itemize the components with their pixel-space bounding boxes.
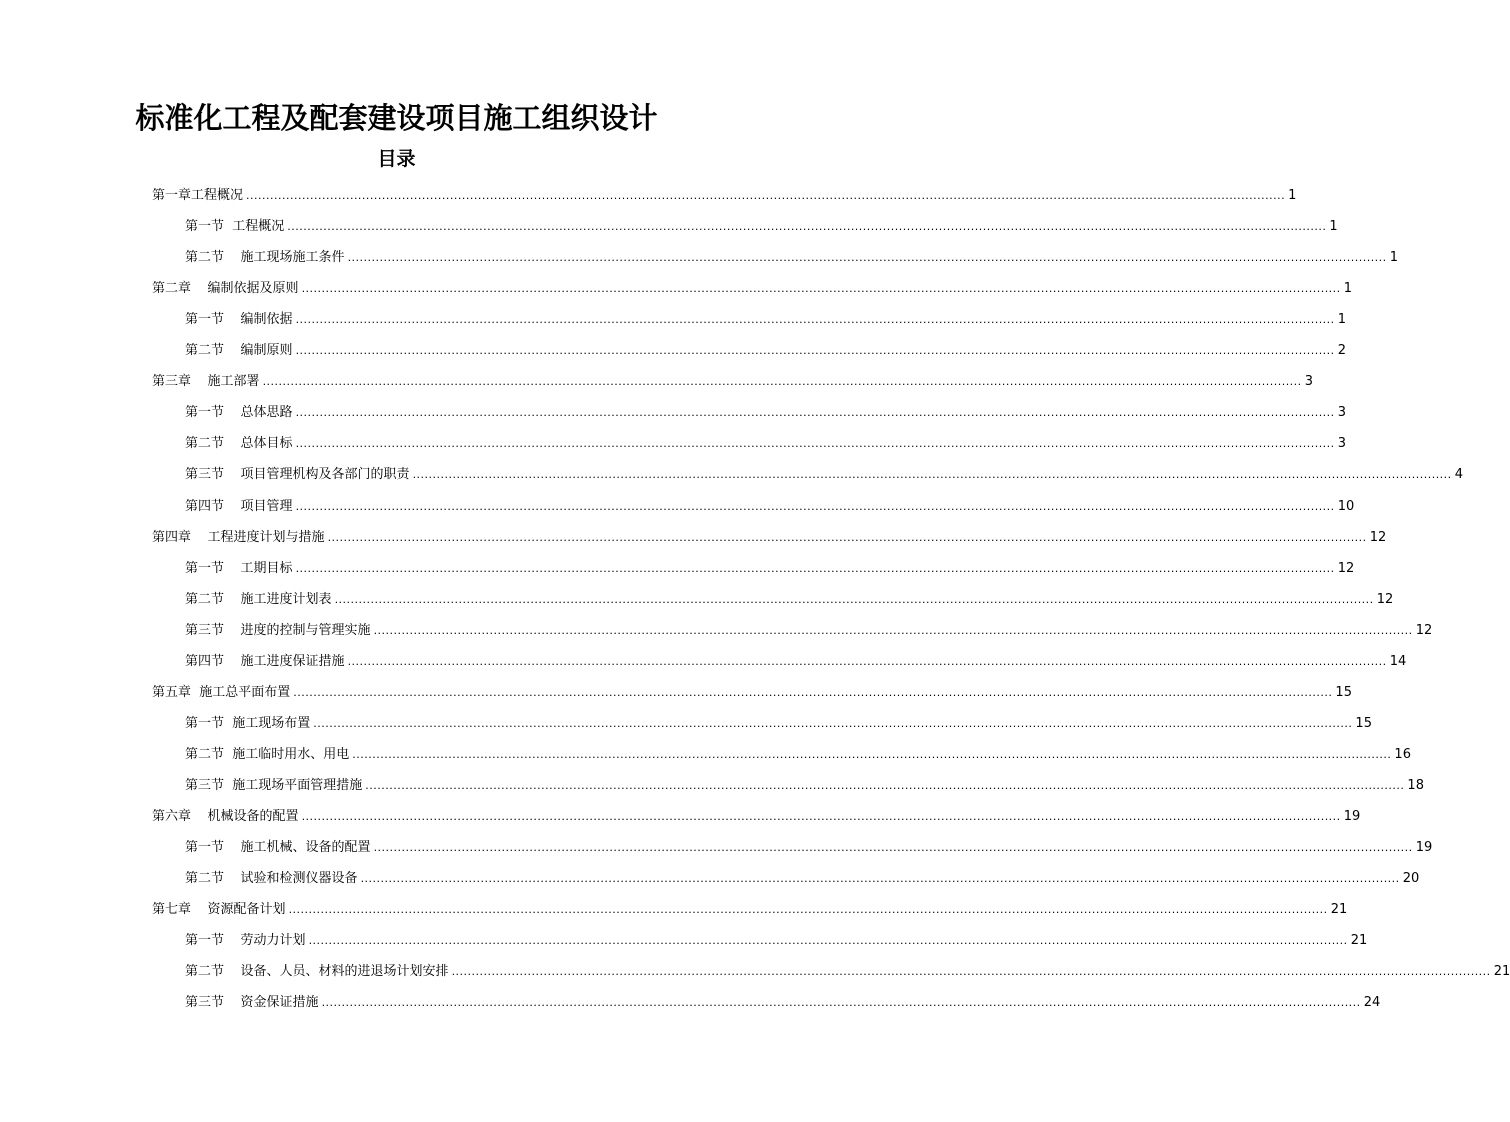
toc-entry-number: 第一节 <box>185 560 225 576</box>
toc-section-entry[interactable] <box>185 211 1338 242</box>
toc-entry-spacer <box>224 646 241 677</box>
toc-page-number: 1 <box>1337 312 1346 328</box>
document-title: 标准化工程及配套建设项目施工组织设计 <box>135 101 658 135</box>
toc-dot-leader: .................................................................................................................................................................................................................................................................... <box>313 716 1353 730</box>
toc-section-entry[interactable] <box>185 863 1420 894</box>
toc-page-number: 21 <box>1330 902 1348 918</box>
toc-entry-spacer <box>224 832 241 863</box>
toc-page-number: 12 <box>1337 560 1355 576</box>
toc-page-number: 1 <box>1329 219 1338 235</box>
toc-dot-leader: .................................................................................................................................................................................................................................................................... <box>347 251 1387 265</box>
toc-entry-number: 第三节 <box>185 467 225 483</box>
toc-page-number: 4 <box>1454 467 1463 483</box>
toc-chapter-entry[interactable] <box>152 894 1348 925</box>
toc-chapter-entry[interactable] <box>152 677 1352 708</box>
toc-dot-leader: .................................................................................................................................................................................................................................................................... <box>347 654 1387 668</box>
toc-entry-number: 第二节 <box>185 746 225 762</box>
toc-dot-leader: .................................................................................................................................................................................................................................................................... <box>262 375 1302 389</box>
toc-entry-spacer <box>224 459 241 490</box>
toc-section-entry[interactable] <box>185 739 1411 770</box>
toc-page-number: 3 <box>1337 436 1346 452</box>
toc-dot-leader: .................................................................................................................................................................................................................................................................... <box>288 903 1328 917</box>
toc-entry-spacer <box>224 956 241 987</box>
toc-page-number: 19 <box>1415 840 1433 856</box>
toc-entry-spacer <box>191 677 199 708</box>
toc-entry-title: 编制依据 <box>240 312 293 328</box>
toc-entry-number: 第四节 <box>185 653 225 669</box>
toc-page-number: 18 <box>1407 777 1424 793</box>
toc-entry-spacer <box>191 366 208 397</box>
toc-entry-number: 第三节 <box>185 777 225 793</box>
toc-entry-number: 第二节 <box>185 591 225 607</box>
toc-section-entry[interactable] <box>185 491 1355 522</box>
toc-section-entry[interactable] <box>185 428 1346 459</box>
toc-dot-leader: .................................................................................................................................................................................................................................................................... <box>295 313 1335 327</box>
toc-entry-number: 第二节 <box>185 871 225 887</box>
toc-chapter-entry[interactable] <box>152 366 1313 397</box>
toc-entry-spacer <box>224 770 232 801</box>
toc-entry-title: 总体目标 <box>240 436 293 452</box>
toc-dot-leader: .................................................................................................................................................................................................................................................................... <box>373 841 1413 855</box>
toc-entry-title: 工期目标 <box>240 560 293 576</box>
toc-entry-spacer <box>224 304 241 335</box>
toc-entry-spacer <box>224 397 241 428</box>
toc-entry-spacer <box>224 925 241 956</box>
toc-page-number: 2 <box>1337 343 1346 359</box>
toc-entry-title: 施工机械、设备的配置 <box>240 840 371 856</box>
toc-section-entry[interactable] <box>185 242 1398 273</box>
toc-entry-number: 第二章 <box>152 281 192 297</box>
toc-dot-leader: .................................................................................................................................................................................................................................................................... <box>451 965 1491 979</box>
toc-page-number: 21 <box>1493 964 1510 980</box>
toc-entry-number: 第三章 <box>152 374 192 390</box>
toc-entry-title: 施工部署 <box>207 374 260 390</box>
toc-page-number: 15 <box>1355 715 1372 731</box>
toc-page-number: 19 <box>1343 809 1361 824</box>
toc-entry-spacer <box>191 522 208 553</box>
toc-entry-number: 第三节 <box>185 995 225 1011</box>
toc-page-number: 12 <box>1376 591 1394 607</box>
toc-dot-leader: .................................................................................................................................................................................................................................................................... <box>295 406 1335 420</box>
toc-entry-number: 第一章 <box>152 188 192 203</box>
toc-section-entry[interactable] <box>185 708 1372 739</box>
toc-entry-number: 第二节 <box>185 250 225 266</box>
toc-entry-number: 第三节 <box>185 622 225 638</box>
toc-section-entry[interactable] <box>185 956 1510 987</box>
toc-entry-title: 资源配备计划 <box>207 902 286 918</box>
toc-entry-title: 工程进度计划与措施 <box>207 529 325 545</box>
toc-entry-spacer <box>224 987 241 1018</box>
toc-dot-leader: .................................................................................................................................................................................................................................................................... <box>327 530 1367 544</box>
toc-entry-number: 第二节 <box>185 343 225 359</box>
toc-entry-spacer <box>224 708 232 739</box>
toc-entry-title: 施工总平面布置 <box>199 684 291 700</box>
toc-dot-leader: .................................................................................................................................................................................................................................................................... <box>246 189 1286 202</box>
toc-entry-spacer <box>224 615 241 646</box>
toc-entry-number: 第一节 <box>185 405 225 421</box>
toc-section-entry[interactable] <box>185 304 1346 335</box>
toc-entry-spacer <box>224 428 241 459</box>
toc-dot-leader: .................................................................................................................................................................................................................................................................... <box>321 996 1361 1010</box>
toc-dot-leader: .................................................................................................................................................................................................................................................................... <box>293 685 1333 699</box>
toc-entry-title: 施工临时用水、用电 <box>232 746 350 762</box>
toc-page-number: 3 <box>1304 374 1313 390</box>
toc-dot-leader: .................................................................................................................................................................................................................................................................... <box>412 468 1452 482</box>
toc-chapter-entry[interactable] <box>152 273 1352 304</box>
toc-dot-leader: .................................................................................................................................................................................................................................................................... <box>295 561 1335 575</box>
toc-entry-spacer <box>224 553 241 584</box>
toc-page-number: 24 <box>1363 995 1381 1011</box>
toc-entry-spacer <box>224 335 241 366</box>
toc-section-entry[interactable] <box>185 646 1407 677</box>
toc-page-number: 12 <box>1369 529 1387 545</box>
toc-entry-number: 第一节 <box>185 715 225 731</box>
toc-section-entry[interactable] <box>185 987 1381 1018</box>
toc-entry-number: 第二节 <box>185 964 225 980</box>
toc-entry-spacer <box>191 894 208 925</box>
toc-dot-leader: .................................................................................................................................................................................................................................................................... <box>352 747 1392 761</box>
toc-chapter-entry[interactable] <box>152 180 1297 211</box>
toc-page-number: 16 <box>1394 746 1411 762</box>
toc-section-entry[interactable] <box>185 553 1355 584</box>
toc-entry-number: 第一节 <box>185 219 225 235</box>
toc-section-entry[interactable] <box>185 584 1394 615</box>
toc-dot-leader: .................................................................................................................................................................................................................................................................... <box>295 499 1335 513</box>
toc-chapter-entry[interactable] <box>152 522 1387 553</box>
toc-heading: 目录 <box>377 148 416 170</box>
toc-section-entry[interactable] <box>185 335 1346 366</box>
toc-entry-number: 第七章 <box>152 902 192 918</box>
toc-section-entry[interactable] <box>185 397 1346 428</box>
toc-entry-title: 施工现场平面管理措施 <box>232 777 363 793</box>
toc-entry-spacer <box>224 584 241 615</box>
toc-page-number: 1 <box>1288 188 1297 203</box>
toc-section-entry[interactable] <box>185 459 1463 490</box>
toc-section-entry[interactable] <box>185 770 1424 801</box>
toc-entry-title: 工程概况 <box>232 219 285 235</box>
toc-entry-title: 施工进度保证措施 <box>240 653 345 669</box>
toc-entry-title: 施工现场施工条件 <box>240 250 345 266</box>
toc-page-number: 14 <box>1389 653 1407 669</box>
toc-entry-number: 第四节 <box>185 498 225 514</box>
toc-dot-leader: .................................................................................................................................................................................................................................................................... <box>308 934 1348 948</box>
toc-entry-number: 第五章 <box>152 684 192 700</box>
toc-dot-leader: .................................................................................................................................................................................................................................................................... <box>373 623 1413 637</box>
toc-entry-spacer <box>224 863 241 894</box>
toc-dot-leader: .................................................................................................................................................................................................................................................................... <box>301 810 1341 823</box>
toc-chapter-entry[interactable] <box>152 801 1361 832</box>
toc-entry-title: 机械设备的配置 <box>207 809 299 824</box>
toc-entry-title: 设备、人员、材料的进退场计划安排 <box>240 964 449 980</box>
toc-page-number: 15 <box>1335 684 1352 700</box>
toc-entry-spacer <box>191 273 208 304</box>
toc-page-number: 1 <box>1343 281 1352 297</box>
toc-dot-leader: .................................................................................................................................................................................................................................................................... <box>295 344 1335 358</box>
toc-entry-title: 项目管理 <box>240 498 293 514</box>
toc-page-number: 21 <box>1350 933 1368 949</box>
toc-page-number: 12 <box>1415 622 1433 638</box>
toc-entry-title: 工程概况 <box>191 188 244 203</box>
toc-entry-number: 第一节 <box>185 840 225 856</box>
toc-section-entry[interactable] <box>185 925 1368 956</box>
toc-entry-title: 施工进度计划表 <box>240 591 332 607</box>
toc-page-number: 3 <box>1337 405 1346 421</box>
toc-entry-spacer <box>191 801 208 832</box>
toc-entry-spacer <box>224 491 241 522</box>
toc-entry-number: 第二节 <box>185 436 225 452</box>
toc-entry-title: 施工现场布置 <box>232 715 311 731</box>
toc-entry-spacer <box>224 739 232 770</box>
toc-dot-leader: .................................................................................................................................................................................................................................................................... <box>360 872 1400 886</box>
toc-entry-number: 第六章 <box>152 809 192 824</box>
toc-entry-title: 编制依据及原则 <box>207 281 299 297</box>
toc-entry-spacer <box>224 242 241 273</box>
toc-page-number: 20 <box>1402 871 1420 887</box>
toc-dot-leader: .................................................................................................................................................................................................................................................................... <box>334 592 1374 606</box>
toc-section-entry[interactable] <box>185 615 1433 646</box>
toc-dot-leader: .................................................................................................................................................................................................................................................................... <box>301 282 1341 296</box>
toc-entry-title: 进度的控制与管理实施 <box>240 622 371 638</box>
toc-dot-leader: .................................................................................................................................................................................................................................................................... <box>365 778 1405 792</box>
toc-entry-number: 第一节 <box>185 933 225 949</box>
toc-page-number: 10 <box>1337 498 1355 514</box>
toc-entry-title: 总体思路 <box>240 405 293 421</box>
toc-entry-title: 资金保证措施 <box>240 995 319 1011</box>
toc-dot-leader: .................................................................................................................................................................................................................................................................... <box>295 437 1335 451</box>
toc-entry-title: 试验和检测仪器设备 <box>240 871 358 887</box>
toc-entry-title: 项目管理机构及各部门的职责 <box>240 467 410 483</box>
toc-page-number: 1 <box>1389 250 1398 266</box>
toc-entry-title: 编制原则 <box>240 343 293 359</box>
toc-dot-leader: .................................................................................................................................................................................................................................................................... <box>287 220 1327 234</box>
toc-entry-spacer <box>224 211 232 242</box>
toc-entry-number: 第四章 <box>152 529 192 545</box>
toc-section-entry[interactable] <box>185 832 1433 863</box>
toc-entry-title: 劳动力计划 <box>240 933 306 949</box>
toc-entry-number: 第一节 <box>185 312 225 328</box>
